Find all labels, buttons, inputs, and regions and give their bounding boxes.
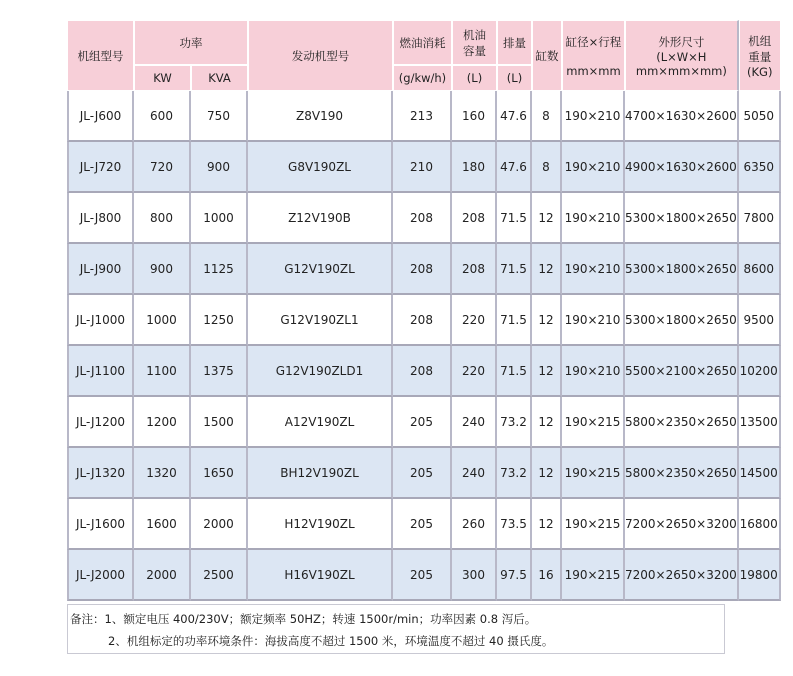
- weight-cell: 16800: [739, 499, 781, 550]
- table-row: [67, 346, 781, 397]
- kva-cell: 1375: [191, 346, 248, 397]
- weight-cell: 10200: [739, 346, 781, 397]
- kva-cell: 750: [191, 91, 248, 142]
- model-cell: JL-J900: [67, 244, 134, 295]
- kva-cell: 1125: [191, 244, 248, 295]
- header-power-kw: KW: [134, 65, 191, 91]
- cylinders-cell: 8: [532, 91, 562, 142]
- oil-cell: 220: [452, 295, 497, 346]
- model-cell: JL-J800: [67, 193, 134, 244]
- kva-cell: 2000: [191, 499, 248, 550]
- cylinders-cell: 12: [532, 397, 562, 448]
- note-line-2: 2、机组标定的功率环境条件：海拔高度不超过 1500 米，环境温度不超过 40 摄氏度。: [108, 634, 554, 648]
- cylinders-cell: 12: [532, 295, 562, 346]
- fuel-cell: 208: [393, 244, 452, 295]
- model-cell: JL-J1000: [67, 295, 134, 346]
- weight-cell: 7800: [739, 193, 781, 244]
- table-row: [67, 448, 781, 499]
- header-model: 机组型号: [67, 20, 134, 91]
- dimensions-cell: 5800×2350×2650: [625, 448, 739, 499]
- oil-cell: 240: [452, 448, 497, 499]
- cylinders-cell: 16: [532, 550, 562, 601]
- cylinders-cell: 12: [532, 448, 562, 499]
- displacement-cell: 71.5: [497, 244, 532, 295]
- bore-stroke-cell: 190×210: [562, 295, 625, 346]
- weight-cell: 19800: [739, 550, 781, 601]
- table-row: [67, 550, 781, 601]
- fuel-cell: 205: [393, 397, 452, 448]
- bore-stroke-cell: 190×215: [562, 448, 625, 499]
- kw-cell: 720: [134, 142, 191, 193]
- cylinders-cell: 12: [532, 346, 562, 397]
- dimensions-cell: 7200×2650×3200: [625, 499, 739, 550]
- fuel-cell: 208: [393, 295, 452, 346]
- header-bore-stroke: 缸径×行程 mm×mm: [562, 20, 625, 91]
- table-row: [67, 91, 781, 142]
- bore-stroke-cell: 190×215: [562, 550, 625, 601]
- dimensions-cell: 5500×2100×2650: [625, 346, 739, 397]
- bore-stroke-cell: 190×210: [562, 244, 625, 295]
- displacement-cell: 71.5: [497, 295, 532, 346]
- dimensions-cell: 7200×2650×3200: [625, 550, 739, 601]
- note-line-1: 备注：1、额定电压 400/230V；额定频率 50HZ；转速 1500r/min；功率因素 0.8 泻后。: [70, 612, 537, 626]
- bore-stroke-cell: 190×210: [562, 346, 625, 397]
- bore-stroke-cell: 190×210: [562, 193, 625, 244]
- dimensions-cell: 5300×1800×2650: [625, 295, 739, 346]
- fuel-cell: 208: [393, 193, 452, 244]
- header-fuel: 燃油消耗: [393, 20, 452, 65]
- kw-cell: 800: [134, 193, 191, 244]
- kw-cell: 600: [134, 91, 191, 142]
- table-row: [67, 142, 781, 193]
- model-cell: JL-J1100: [67, 346, 134, 397]
- header-oil-unit: (L): [452, 65, 497, 91]
- bore-stroke-cell: 190×215: [562, 397, 625, 448]
- header-engine: 发动机型号: [248, 20, 393, 91]
- bore-stroke-cell: 190×215: [562, 499, 625, 550]
- kva-cell: 1500: [191, 397, 248, 448]
- displacement-cell: 71.5: [497, 193, 532, 244]
- kva-cell: 1650: [191, 448, 248, 499]
- table-row: [67, 295, 781, 346]
- engine-cell: H16V190ZL: [248, 550, 393, 601]
- fuel-cell: 205: [393, 550, 452, 601]
- oil-cell: 300: [452, 550, 497, 601]
- table-row: [67, 244, 781, 295]
- engine-cell: G12V190ZL1: [248, 295, 393, 346]
- kw-cell: 1100: [134, 346, 191, 397]
- displacement-cell: 73.2: [497, 448, 532, 499]
- weight-cell: 6350: [739, 142, 781, 193]
- fuel-cell: 205: [393, 448, 452, 499]
- table-row: [67, 499, 781, 550]
- engine-cell: H12V190ZL: [248, 499, 393, 550]
- header-displacement: 排量: [497, 20, 532, 65]
- kw-cell: 1600: [134, 499, 191, 550]
- oil-cell: 220: [452, 346, 497, 397]
- engine-cell: Z12V190B: [248, 193, 393, 244]
- kw-cell: 2000: [134, 550, 191, 601]
- engine-cell: G8V190ZL: [248, 142, 393, 193]
- model-cell: JL-J600: [67, 91, 134, 142]
- weight-cell: 14500: [739, 448, 781, 499]
- header-displacement-unit: (L): [497, 65, 532, 91]
- cylinders-cell: 12: [532, 499, 562, 550]
- fuel-cell: 210: [393, 142, 452, 193]
- table-row: [67, 193, 781, 244]
- bore-stroke-cell: 190×210: [562, 91, 625, 142]
- header-weight: 机组 重量 (KG): [739, 20, 781, 91]
- engine-cell: Z8V190: [248, 91, 393, 142]
- displacement-cell: 47.6: [497, 142, 532, 193]
- dimensions-cell: 5800×2350×2650: [625, 397, 739, 448]
- weight-cell: 13500: [739, 397, 781, 448]
- header-fuel-unit: (g/kw/h): [393, 65, 452, 91]
- dimensions-cell: 4700×1630×2600: [625, 91, 739, 142]
- header-power: 功率: [134, 20, 248, 65]
- dimensions-cell: 4900×1630×2600: [625, 142, 739, 193]
- dimensions-cell: 5300×1800×2650: [625, 244, 739, 295]
- model-cell: JL-J1320: [67, 448, 134, 499]
- kva-cell: 1000: [191, 193, 248, 244]
- model-cell: JL-J1600: [67, 499, 134, 550]
- kva-cell: 1250: [191, 295, 248, 346]
- engine-cell: BH12V190ZL: [248, 448, 393, 499]
- engine-cell: G12V190ZL: [248, 244, 393, 295]
- model-cell: JL-J720: [67, 142, 134, 193]
- cylinders-cell: 12: [532, 244, 562, 295]
- fuel-cell: 213: [393, 91, 452, 142]
- oil-cell: 208: [452, 244, 497, 295]
- weight-cell: 9500: [739, 295, 781, 346]
- kva-cell: 900: [191, 142, 248, 193]
- displacement-cell: 47.6: [497, 91, 532, 142]
- kw-cell: 1000: [134, 295, 191, 346]
- displacement-cell: 73.2: [497, 397, 532, 448]
- oil-cell: 208: [452, 193, 497, 244]
- displacement-cell: 97.5: [497, 550, 532, 601]
- header-power-kva: KVA: [191, 65, 248, 91]
- weight-cell: 5050: [739, 91, 781, 142]
- displacement-cell: 73.5: [497, 499, 532, 550]
- oil-cell: 260: [452, 499, 497, 550]
- header-row-1: [67, 20, 781, 65]
- kw-cell: 1320: [134, 448, 191, 499]
- kva-cell: 2500: [191, 550, 248, 601]
- header-oil: 机油 容量: [452, 20, 497, 65]
- oil-cell: 240: [452, 397, 497, 448]
- dimensions-cell: 5300×1800×2650: [625, 193, 739, 244]
- fuel-cell: 205: [393, 499, 452, 550]
- notes-box: [67, 604, 725, 654]
- table-row: [67, 397, 781, 448]
- kw-cell: 1200: [134, 397, 191, 448]
- weight-cell: 8600: [739, 244, 781, 295]
- model-cell: JL-J2000: [67, 550, 134, 601]
- header-cylinders: 缸数: [532, 20, 562, 91]
- header-dimensions: 外形尺寸 (L×W×H mm×mm×mm): [625, 20, 739, 91]
- oil-cell: 160: [452, 91, 497, 142]
- cylinders-cell: 8: [532, 142, 562, 193]
- model-cell: JL-J1200: [67, 397, 134, 448]
- engine-cell: G12V190ZLD1: [248, 346, 393, 397]
- displacement-cell: 71.5: [497, 346, 532, 397]
- cylinders-cell: 12: [532, 193, 562, 244]
- engine-cell: A12V190ZL: [248, 397, 393, 448]
- generator-spec-table: [67, 20, 781, 601]
- oil-cell: 180: [452, 142, 497, 193]
- bore-stroke-cell: 190×210: [562, 142, 625, 193]
- kw-cell: 900: [134, 244, 191, 295]
- fuel-cell: 208: [393, 346, 452, 397]
